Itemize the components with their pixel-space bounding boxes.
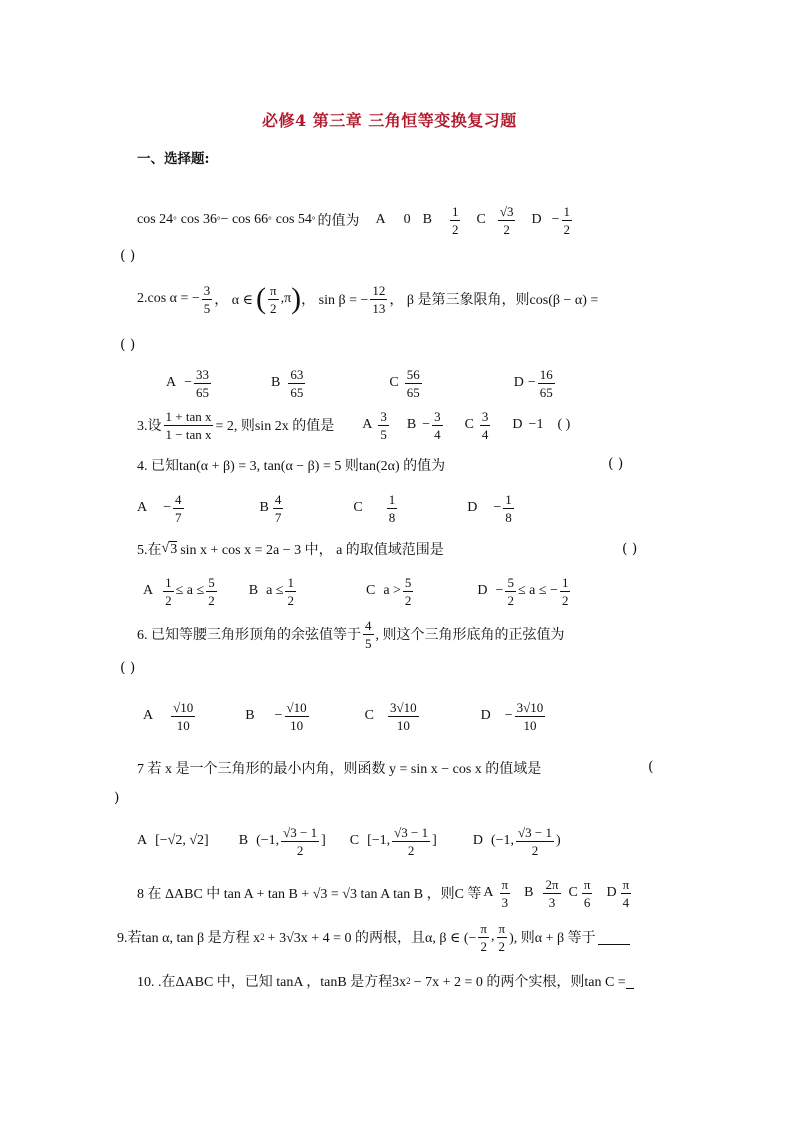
q5-option-b-mid: a ≤ <box>266 583 284 598</box>
section-heading: 一、选择题: <box>137 151 210 167</box>
q8-option-a-fraction: $\frac{\pi}{3}$ <box>501 876 509 910</box>
q3-prefix: 3.设 <box>137 419 162 434</box>
q2-pi: ,π <box>280 291 292 306</box>
q1-tail: 的值为 <box>317 214 360 229</box>
q7-paren-open: ( <box>648 759 654 775</box>
q2-option-b-label: B <box>271 375 281 390</box>
q2-cos: cos α = − <box>147 291 200 306</box>
q6-option-b-label: B <box>245 708 255 723</box>
q6-option-a-fraction: $\frac{√10}{10}$ <box>173 699 194 733</box>
q9-equation: + 3√3x + 4 = 0 的两根，且α, β ∈ (− <box>267 931 477 946</box>
q5-option-c-mid: a > <box>383 583 401 598</box>
q2-options: A − $\frac{33}{65}$ B $\frac{63}{65}$ C $\frac{56}{65}$ D − $\frac{16}{65}$ <box>166 366 553 400</box>
q6-option-a-label: A <box>143 708 154 723</box>
q1-option-b-fraction: $\frac{1}{2}$ <box>451 203 459 237</box>
q9-answer-blank[interactable] <box>598 930 630 945</box>
q1-option-c-fraction: $\frac{√3}{2}$ <box>499 203 514 237</box>
q8-option-c-fraction: $\frac{\pi}{6}$ <box>583 876 591 910</box>
q5-option-b-label: B <box>248 583 259 598</box>
q2-option-d-label: D <box>513 375 524 390</box>
q7-options <box>137 820 561 862</box>
q7-option-c-label: C <box>349 833 360 848</box>
question-5: 5.在 √ 3 sin x + cos x = 2a − 3 中， a 的取值域范围是 <box>137 541 444 558</box>
question-6 <box>137 614 565 654</box>
q1-expr-b: cos 36 <box>180 212 217 227</box>
q4-stem: 4. 已知tan(α + β) = 3, tan(α − β) = 5 则tan(2α) 的值为 <box>137 459 446 474</box>
q3-option-d-label: D <box>512 417 523 432</box>
q4-option-b-fraction: $\frac{4}{7}$ <box>274 491 282 525</box>
q7-option-a-value: [−√2, √2] <box>155 833 209 848</box>
q2-option-c-fraction: $\frac{56}{65}$ <box>406 366 420 400</box>
q1-option-d-fraction: $\frac{1}{2}$ <box>563 203 570 237</box>
q1-expr-a: cos 24 <box>137 212 174 227</box>
q5-answer-paren: ( ) <box>622 541 638 557</box>
q2-fraction-12-13: $\frac{12}{13}$ <box>372 282 386 316</box>
q4-option-c-fraction: $\frac{1}{8}$ <box>388 491 396 525</box>
q1-expr-c: − cos 66 <box>220 212 269 227</box>
q3-option-d-value: −1 <box>528 417 544 432</box>
q5-option-d-mid: ≤ a ≤ − <box>517 583 558 598</box>
question-10: 10. .在ΔABC 中，已知 tanA ，tanB 是方程3x 2 − 7x + 2 = 0 的两个实根，则tan C = <box>137 970 634 992</box>
q7-option-a-label: A <box>137 833 148 848</box>
q4-answer-paren: ( ) <box>608 456 624 472</box>
q2-option-b-fraction: $\frac{63}{65}$ <box>290 366 304 400</box>
q3-fraction: $\frac{\text{1 + tan x}}{\text{1 − tan x}}$ <box>165 408 212 442</box>
q9-prefix: 9.若tan α, tan β 是方程 x <box>117 931 261 946</box>
q8-option-c-label: C <box>568 885 578 900</box>
question-9: 9.若tan α, tan β 是方程 x 2 + 3√3x + 4 = 0 的两根，且α, β ∈ (− $\frac{\pi}{2}$ , $\frac{\pi}{2}$ ), 则α + β 等于 <box>117 916 630 958</box>
q1-option-a-value: 0 <box>403 212 411 227</box>
q5-option-c-label: C <box>365 583 376 598</box>
question-1: cos 24 ° cos 36 ° − cos 66 ° cos 54 ° 的值为 A 0 B $\frac{1}{2}$ C $\frac{√3}{2}$ D − $\frac{1}{2}$ <box>137 203 570 237</box>
q8-option-d-label: D <box>606 885 617 900</box>
page-title: 必修4 第三章 三角恒等变换复习题 <box>262 111 517 130</box>
q2-option-a-label: A <box>166 375 177 390</box>
q6-option-c-fraction: $\frac{3√10}{10}$ <box>390 699 417 733</box>
q5-option-a-label: A <box>143 583 154 598</box>
q6-option-d-fraction: $\frac{3√10}{10}$ <box>516 699 544 733</box>
q2-fraction-pi-2: $\frac{\pi}{2}$ <box>270 282 277 316</box>
question-3: 3.设 $\frac{\text{1 + tan x}}{\text{1 − tan x}}$ = 2, 则sin 2x 的值是 A $\frac{3}{5}$ B − $\frac{3}{4}$ C $\frac{3}{4}$ D −1 ( ) <box>137 408 571 442</box>
q10-answer-blank[interactable] <box>626 974 634 989</box>
q8-stem: 8 在 ΔABC 中 tan A + tan B + √3 = √3 tan A tan B ，则C 等 <box>137 887 482 902</box>
q4-option-d-fraction: $\frac{1}{8}$ <box>505 491 512 525</box>
q9-comma: , <box>491 929 495 944</box>
q7-option-b-label: B <box>238 833 249 848</box>
q3-option-c-fraction: $\frac{3}{4}$ <box>481 408 489 442</box>
q4-option-a-label: A <box>137 500 148 515</box>
q4-option-c-label: C <box>353 500 363 515</box>
q1-expr-d: cos 54 <box>275 212 312 227</box>
q5-option-c-fraction: $\frac{5}{2}$ <box>404 574 412 608</box>
q5-option-b-fraction: $\frac{1}{2}$ <box>287 574 294 608</box>
q7-option-d-label: D <box>472 833 483 848</box>
q5-option-a-fraction-2: $\frac{5}{2}$ <box>208 574 215 608</box>
q3-answer-paren: ( ) <box>557 417 571 432</box>
q4-option-a-fraction: $\frac{4}{7}$ <box>175 491 182 525</box>
q5-option-a-mid: ≤ a ≤ <box>175 583 205 598</box>
q1-option-b-label: B <box>422 212 432 227</box>
q5-equation: sin x + cos x = 2a − 3 中， a 的取值域范围是 <box>180 543 444 558</box>
q1-option-a-label: A <box>375 212 386 227</box>
q6-options: A $\frac{√10}{10}$ B − $\frac{√10}{10}$ C $\frac{3√10}{10}$ D − $\frac{3√10}{10}$ <box>143 699 544 733</box>
q7-option-d-fraction: $\frac{√3 - 1}{2}$ <box>518 824 552 858</box>
q4-options: A − $\frac{4}{7}$ B $\frac{4}{7}$ C $\frac{1}{8}$ D − $\frac{1}{8}$ <box>137 491 512 525</box>
q7-stem: 7 若 x 是一个三角形的最小内角，则函数 y = sin x − cos x 的值域是 <box>137 762 542 777</box>
q9-fraction-2: $\frac{\pi}{2}$ <box>498 920 506 954</box>
q8-option-d-fraction: $\frac{\pi}{4}$ <box>622 876 630 910</box>
q7-option-b-prefix: (−1, <box>256 833 280 848</box>
q2-option-d-fraction: $\frac{16}{65}$ <box>539 366 553 400</box>
q2-alpha-in: ， α ∈ <box>214 293 253 308</box>
q6-stem: 6. 已知等腰三角形顶角的余弦值等于 <box>137 628 361 643</box>
q5-prefix: 5.在 <box>137 543 162 558</box>
q6-option-d-label: D <box>480 708 491 723</box>
q5-option-d-fraction-2: $\frac{1}{2}$ <box>561 574 569 608</box>
question-8 <box>137 872 633 914</box>
q2-number: 2. <box>137 291 148 306</box>
question-7 <box>137 757 541 779</box>
q3-option-a-fraction: $\frac{3}{5}$ <box>380 408 387 442</box>
q10-tail: − 7x + 2 = 0 的两个实根，则tan C = <box>413 975 626 990</box>
q5-option-d-label: D <box>477 583 488 598</box>
q2-fraction-3-5: $\frac{3}{5}$ <box>203 282 211 316</box>
q5-options: A $\frac{1}{2}$ ≤ a ≤ $\frac{5}{2}$ B a ≤ $\frac{1}{2}$ C a > $\frac{5}{2}$ D − $\frac{5}{2}$ ≤ a ≤ − $\frac{1}{2}$ <box>143 574 569 608</box>
q7-option-d-prefix: (−1, <box>490 833 514 848</box>
q6-fraction: $\frac{4}{5}$ <box>365 617 372 651</box>
q7-option-d-postfix: ) <box>555 833 561 848</box>
q7-option-b-fraction: $\frac{√3 - 1}{2}$ <box>283 824 318 858</box>
q9-fraction-1: $\frac{\pi}{2}$ <box>480 920 487 954</box>
q3-option-c-label: C <box>464 417 474 432</box>
q3-mid: = 2, 则sin 2x 的值是 <box>215 419 335 434</box>
q9-tail: ), 则α + β 等于 <box>509 931 596 946</box>
q1-answer-paren: ( ) <box>120 248 136 264</box>
q8-option-b-fraction: $\frac{2\pi}{3}$ <box>545 876 559 910</box>
q2-option-c-label: C <box>389 375 399 390</box>
q7-option-c-fraction: $\frac{√3 - 1}{2}$ <box>394 824 429 858</box>
q6-tail: , 则这个三角形底角的正弦值为 <box>375 628 565 643</box>
q2-option-a-fraction: $\frac{33}{65}$ <box>196 366 210 400</box>
q1-option-c-label: C <box>476 212 486 227</box>
q7-paren-close: ) <box>114 790 120 806</box>
q6-option-c-label: C <box>364 708 374 723</box>
q1-option-d-label: D <box>531 212 542 227</box>
q7-option-c-prefix: [−1, <box>367 833 391 848</box>
q7-option-b-postfix: ] <box>321 833 326 848</box>
q10-stem: 10. .在ΔABC 中，已知 tanA ，tanB 是方程3x <box>137 975 407 990</box>
q5-option-d-fraction-1: $\frac{5}{2}$ <box>507 574 514 608</box>
q5-option-a-fraction-1: $\frac{1}{2}$ <box>165 574 172 608</box>
question-4 <box>137 454 445 476</box>
question-2: 2. cos α = − $\frac{3}{5}$ ， α ∈ ( $\frac{\pi}{2}$ ,π ) ， sin β = − $\frac{12}{13}$ ， β 是第三象限角，则cos(β − α) = <box>137 282 599 316</box>
q6-answer-paren: ( ) <box>120 660 136 676</box>
q8-option-a-label: A <box>483 885 494 900</box>
q3-option-b-label: B <box>406 417 417 432</box>
q4-option-b-label: B <box>259 500 269 515</box>
q7-option-c-postfix: ] <box>432 833 437 848</box>
q4-option-d-label: D <box>467 500 478 515</box>
q3-option-a-label: A <box>362 417 373 432</box>
q2-answer-paren: ( ) <box>120 337 136 353</box>
q8-option-b-label: B <box>524 885 534 900</box>
q2-quadrant: ， β 是第三象限角，则cos(β − α) = <box>389 293 599 308</box>
q6-option-b-fraction: $\frac{√10}{10}$ <box>286 699 307 733</box>
q3-option-b-fraction: $\frac{3}{4}$ <box>434 408 441 442</box>
q2-sin: ， sin β = − <box>301 293 369 308</box>
